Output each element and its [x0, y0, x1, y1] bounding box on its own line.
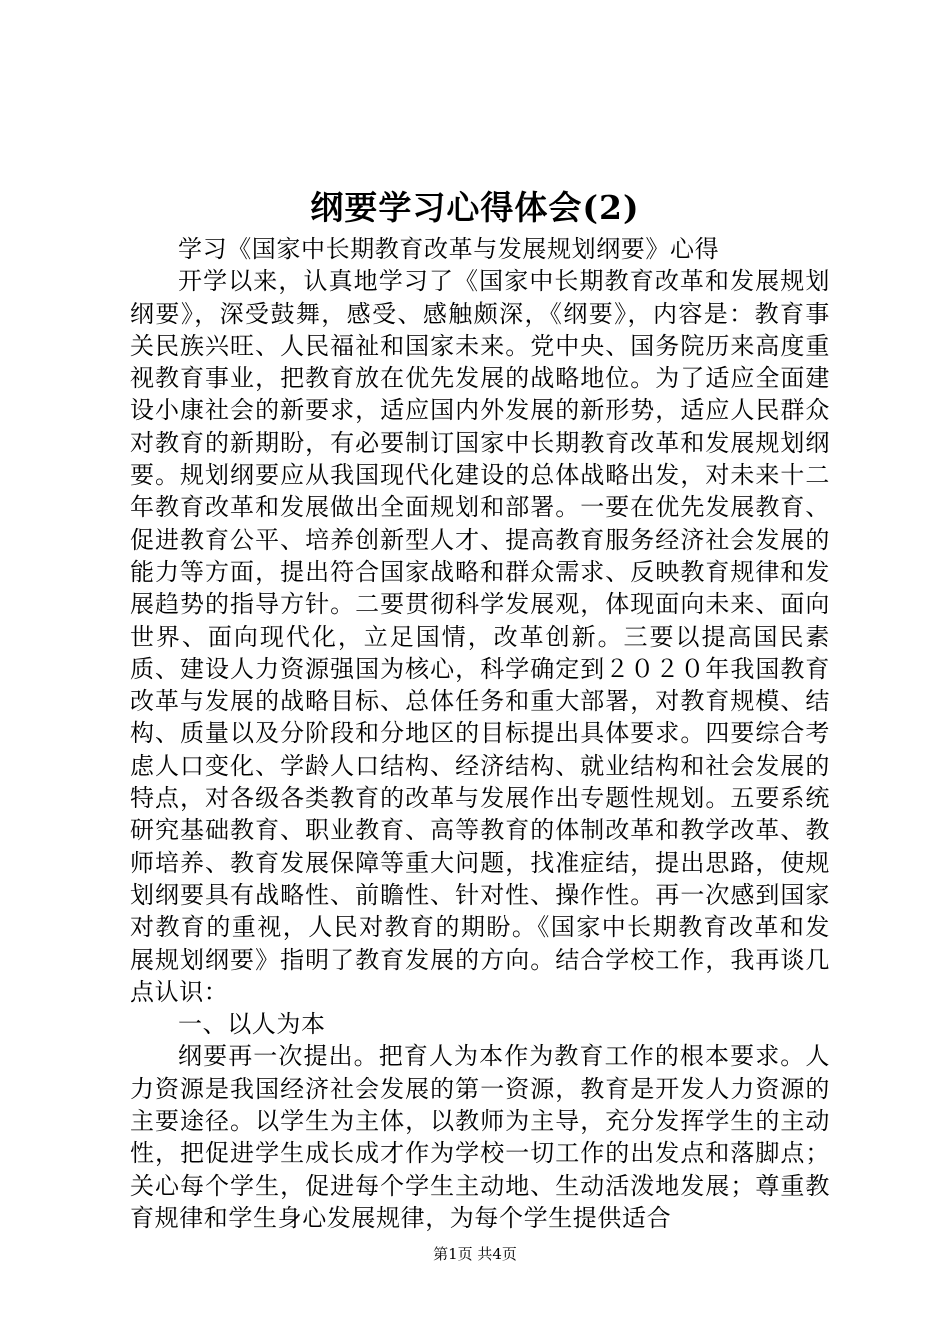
body-paragraph: 纲要再一次提出。把育人为本作为教育工作的根本要求。人力资源是我国经济社会发展的第一资源，教育是开发人力资源的主要途径。以学生为主体，以教师为主导，充分发挥学生的主动性，把促进学生成长成才作为学校一切工作的出发点和落脚点；关心每个学生，促进每个学生主动地、生动活泼地发展；尊重教育规律和学生身心发展规律，为每个学生提供适合	[130, 1042, 830, 1232]
subtitle-paragraph: 学习《国家中长期教育改革与发展规划纲要》心得	[178, 235, 720, 263]
document-body	[130, 233, 830, 1234]
section-heading: 一、以人为本	[178, 1010, 326, 1039]
page-title: 纲要学习心得体会(2)	[310, 188, 640, 227]
body-paragraph: 开学以来，认真地学习了《国家中长期教育改革和发展规划纲要》，深受鼓舞，感受、感触颇深，《纲要》，内容是：教育事关民族兴旺、人民福祉和国家未来。党中央、国务院历来高度重视教育事业，把教育放在优先发展的战略地位。为了适应全面建设小康社会的新要求，适应国内外发展的新形势，适应人民群众对教育的新期盼，有必要制订国家中长期教育改革和发展规划纲要。规划纲要应从我国现代化建设的总体战略出发，对未来十二年教育改革和发展做出全面规划和部署。一要在优先发展教育、促进教育公平、培养创新型人才、提高教育服务经济社会发展的能力等方面，提出符合国家战略和群众需求、反映教育规律和发展趋势的指导方针。二要贯彻科学发展观，体现面向未来、面向世界、面向现代化，立足国情，改革创新。三要以提高国民素质、建设人力资源强国为核心，科学确定到２０２０年我国教育改革与发展的战略目标、总体任务和重大部署，对教育规模、结构、质量以及分阶段和分地区的目标提出具体要求。四要综合考虑人口变化、学龄人口结构、经济结构、就业结构和社会发展的特点，对各级各类教育的改革与发展作出专题性规划。五要系统研究基础教育、职业教育、高等教育的体制改革和教学改革、教师培养、教育发展保障等重大问题，找准症结，提出思路，使规划纲要具有战略性、前瞻性、针对性、操作性。再一次感到国家对教育的重视，人民对教育的期盼。《国家中长期教育改革和发展规划纲要》指明了教育发展的方向。结合学校工作，我再谈几点认识：	[130, 267, 830, 1006]
page-number-footer: 第1页 共4页	[433, 1245, 517, 1263]
